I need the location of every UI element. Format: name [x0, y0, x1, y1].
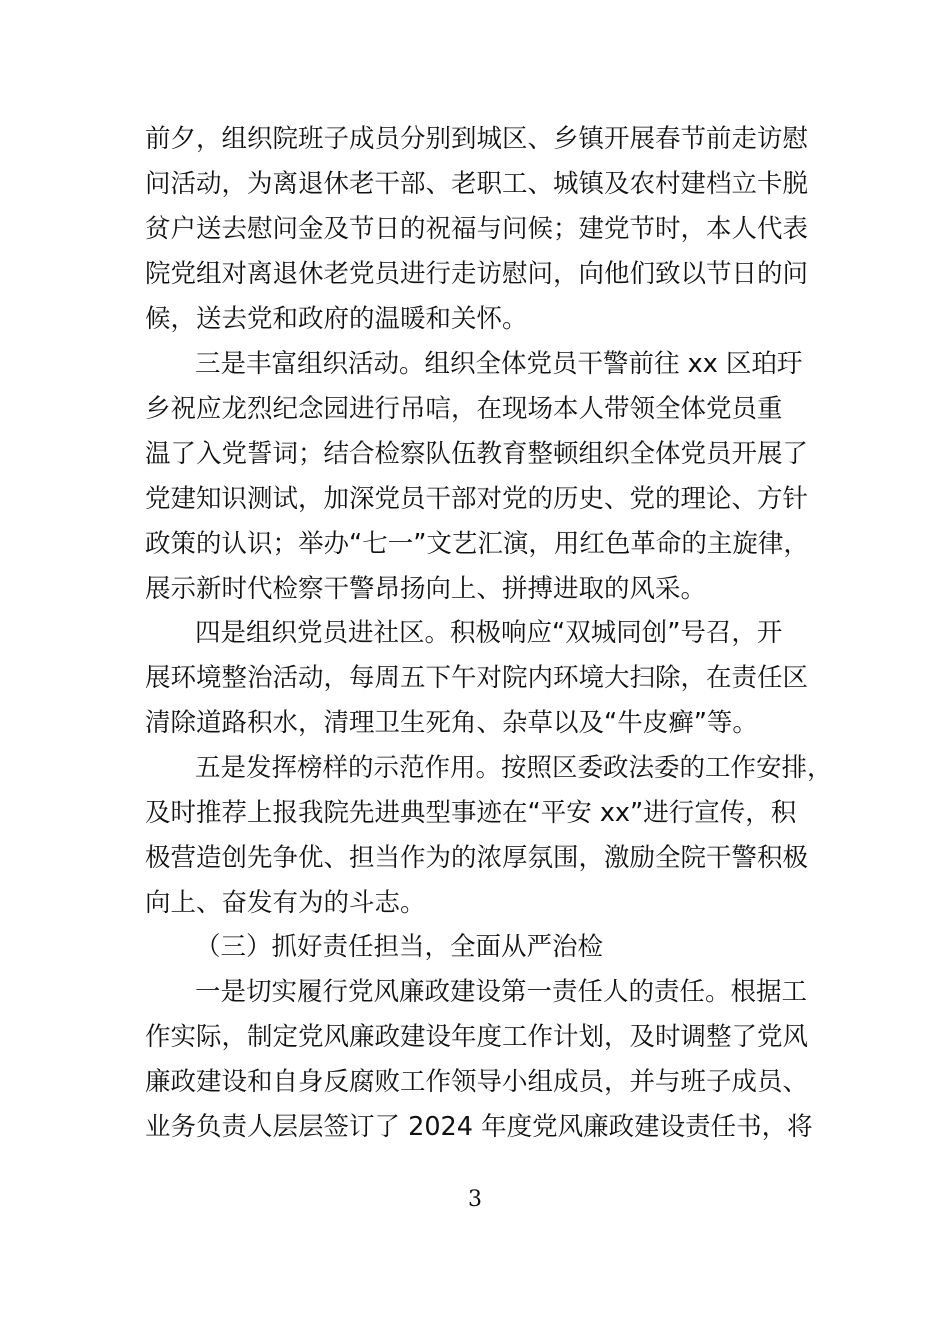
- text-line: 院党组对离退休老党员进行走访慰问，向他们致以节日的问: [145, 259, 809, 289]
- paragraph-first-line: 四是组织党员进社区。积极响应“双城同创”号召，开: [195, 618, 783, 648]
- text-line: 业务负责人层层签订了 2024 年度党风廉政建设责任书，将: [145, 1112, 813, 1142]
- page-number: 3: [468, 1187, 482, 1212]
- text-line: 政策的认识；举办“七一”文艺汇演，用红色革命的主旋律，: [145, 529, 809, 559]
- text-line: 廉政建设和自身反腐败工作领导小组成员，并与班子成员、: [145, 1067, 809, 1097]
- section-heading: （三）抓好责任担当，全面从严治检: [195, 932, 604, 962]
- text-line: 作实际，制定党风廉政建设年度工作计划，及时调整了党风: [145, 1022, 809, 1052]
- paragraph-first-line: 一是切实履行党风廉政建设第一责任人的责任。根据工: [195, 977, 808, 1007]
- paragraph-first-line: 五是发挥榜样的示范作用。按照区委政法委的工作安排，: [195, 753, 833, 783]
- text-line: 展示新时代检察干警昂扬向上、拼搏进取的风采。: [145, 574, 707, 604]
- text-line: 清除道路积水，清理卫生死角、杂草以及“牛皮癣”等。: [145, 708, 758, 738]
- text-line: 展环境整治活动，每周五下午对院内环境大扫除，在责任区: [145, 663, 809, 693]
- text-line: 前夕，组织院班子成员分别到城区、乡镇开展春节前走访慰: [145, 124, 809, 154]
- text-line: 问活动，为离退休老干部、老职工、城镇及农村建档立卡脱: [145, 169, 809, 199]
- text-line: 极营造创先争优、担当作为的浓厚氛围，激励全院干警积极: [145, 843, 809, 873]
- text-line: 向上、奋发有为的斗志。: [145, 888, 426, 918]
- text-line: 及时推荐上报我院先进典型事迹在“平安 xx”进行宣传，积: [145, 798, 797, 828]
- text-line: 候，送去党和政府的温暖和关怀。: [145, 304, 528, 334]
- text-line: 乡祝应龙烈纪念园进行吊唁，在现场本人带领全体党员重: [145, 394, 783, 424]
- text-line: 贫户送去慰问金及节日的祝福与问候；建党节时，本人代表: [145, 214, 809, 244]
- text-line: 党建知识测试，加深党员干部对党的历史、党的理论、方针: [145, 484, 809, 514]
- paragraph-first-line: 三是丰富组织活动。组织全体党员干警前往 xx 区珀玗: [195, 349, 803, 379]
- text-line: 温了入党誓词；结合检察队伍教育整顿组织全体党员开展了: [145, 439, 809, 469]
